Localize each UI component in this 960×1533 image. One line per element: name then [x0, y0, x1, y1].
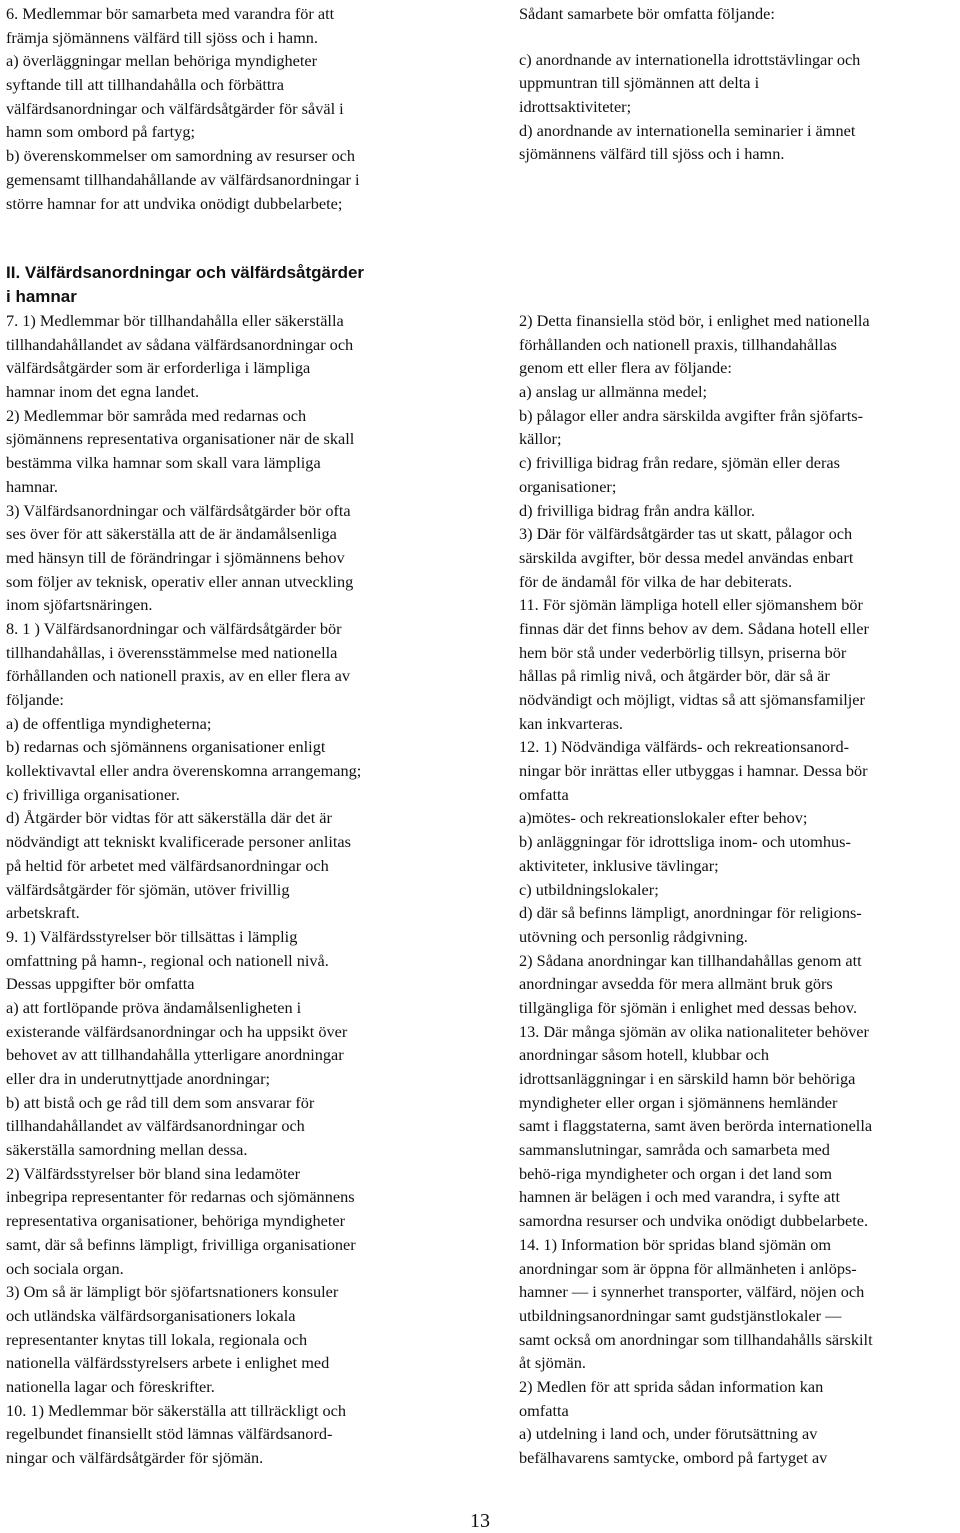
text-line: c) frivilliga bidrag från redare, sjömän eller deras	[519, 453, 840, 473]
text-line: befälhavarens samtycke, ombord på fartyget av	[519, 1448, 828, 1467]
text-line: välfärdsanordningar och välfärdsåtgärder för såväl i	[6, 98, 344, 118]
text-line: gemensamt tillhandahållande av välfärdsanordningar i	[6, 169, 360, 189]
text-line: sjömännens representativa organisationer när de skall	[6, 429, 355, 449]
text-line: b) överenskommelser om samordning av resurser och	[6, 146, 356, 166]
text-line: 3) Välfärdsanordningar och välfärdsåtgärder bör ofta	[6, 500, 351, 520]
text-line: organisationer;	[519, 476, 617, 496]
text-line: myndigheter eller organ i sjömännens hemländer	[519, 1092, 838, 1112]
text-line: inom sjöfartsnäringen.	[6, 595, 153, 615]
text-line: 12. 1) Nödvändiga välfärds- och rekreationsanord-	[519, 737, 850, 757]
text-line: 2) Medlen för att sprida sådan information kan	[519, 1376, 824, 1396]
text-line: genom ett eller flera av följande:	[519, 358, 732, 378]
text-line: Dessas uppgifter bör omfatta	[6, 974, 195, 994]
text-line: b) att bistå och ge råd till dem som ansvarar för	[6, 1092, 315, 1112]
text-line: representanter knytas till lokala, regionala och	[6, 1329, 308, 1349]
text-line: utövning och personlig rådgivning.	[519, 926, 748, 946]
top-right-text	[519, 2, 959, 166]
text-line: sjömännens välfärd till sjöss och i hamn.	[519, 144, 785, 164]
text-line: bestämma vilka hamnar som skall vara lämpliga	[6, 453, 321, 473]
text-line: behovet av att tillhandahålla ytterligare anordningar	[6, 1045, 344, 1065]
text-line: a) utdelning i land och, under förutsättning av	[519, 1424, 818, 1444]
text-line: samt i flaggstaterna, samt även berörda internationella	[519, 1116, 873, 1136]
text-line: 2) Välfärdsstyrelser bör bland sina ledamöter	[6, 1163, 301, 1183]
right-column-body	[519, 309, 959, 1470]
text-line: och sociala organ.	[6, 1258, 124, 1278]
text-line: idrottsanläggningar i en särskild hamn bör behöriga	[519, 1069, 856, 1088]
text-line: c) utbildningslokaler;	[519, 879, 659, 899]
text-line: representativa organisationer, behöriga myndigheter	[6, 1211, 346, 1231]
section-heading	[6, 261, 454, 308]
text-line: b) redarnas och sjömännens organisationer enligt	[6, 737, 326, 757]
text-line: d) där så befinns lämpligt, anordningar för religions-	[519, 903, 862, 923]
text-line: existerande välfärdsanordningar och ha uppsikt över	[6, 1021, 348, 1041]
text-line: 2) Medlemmar bör samråda med redarnas och	[6, 405, 307, 425]
text-line: a) de offentliga myndigheterna;	[6, 713, 212, 733]
text-line: hamnar.	[6, 476, 58, 496]
page-number: 13	[470, 1510, 490, 1532]
text-line: syftande till att tillhandahålla och förbättra	[6, 75, 285, 95]
text-line: åt sjömän.	[519, 1353, 586, 1373]
section-heading-line: i hamnar	[6, 286, 77, 306]
text-line: nationella välfärdsstyrelsers arbete i enlighet med	[6, 1353, 330, 1373]
text-line: b) anläggningar för idrottsliga inom- och utomhus-	[519, 832, 851, 852]
text-line: 2) Sådana anordningar kan tillhandahållas genom att	[519, 950, 862, 970]
text-line: eller dra in underutnyttjade anordningar;	[6, 1069, 271, 1088]
text-line: arbetskraft.	[6, 903, 80, 923]
text-line: b) pålagor eller andra särskilda avgifter från sjöfarts-	[519, 405, 864, 425]
text-line: 8. 1 ) Välfärdsanordningar och välfärdsåtgärder bör	[6, 618, 342, 638]
text-line: aktiviteter, inklusive tävlingar;	[519, 855, 719, 875]
text-line: ningar och välfärdsåtgärder för sjömän.	[6, 1448, 264, 1467]
text-line: 10. 1) Medlemmar bör säkerställa att tillräckligt och	[6, 1400, 346, 1420]
text-line: a) anslag ur allmänna medel;	[519, 382, 708, 402]
text-line: finnas där det finns behov av dem. Sådana hotell eller	[519, 618, 869, 638]
text-line: idrottsaktiviteter;	[519, 97, 632, 117]
text-line: anordningar som är öppna för allmänheten i anlöps-	[519, 1258, 857, 1278]
text-line: ses över för att säkerställa att de är ändamålsenliga	[6, 524, 337, 544]
text-line: c) anordnande av internationella idrottstävlingar och	[519, 49, 861, 69]
text-line: behö-riga myndigheter och organ i det land som	[519, 1163, 833, 1183]
text-line: anordningar såsom hotell, klubbar och	[519, 1045, 770, 1065]
text-line: hamner — i synnerhet transporter, välfärd, nöjen och	[519, 1282, 865, 1302]
text-line: samordna resurser och undvika onödigt dubbelarbete.	[519, 1211, 869, 1231]
text-line: nationella lagar och föreskrifter.	[6, 1376, 215, 1396]
text-line: hamnar inom det egna landet.	[6, 382, 200, 402]
text-line: på heltid för arbetet med välfärdsanordningar och	[6, 855, 329, 875]
text-line: 11. För sjömän lämpliga hotell eller sjömanshem bör	[519, 595, 863, 615]
text-line: anordningar avsedda för mera allmänt bruk görs	[519, 974, 833, 994]
text-line: 7. 1) Medlemmar bör tillhandahålla eller säkerställa	[6, 311, 344, 330]
text-line: samt, där så befinns lämpligt, frivilliga organisationer	[6, 1234, 356, 1254]
text-line: a)mötes- och rekreationslokaler efter behov;	[519, 808, 808, 828]
text-line: utbildningsanordningar samt gudstjänstlokaler —	[519, 1305, 842, 1325]
text-line: inbegripa representanter för redarnas och sjömännens	[6, 1187, 355, 1207]
text-line: kollektivavtal eller andra överenskomna arrangemang;	[6, 761, 362, 781]
text-line: omfattning på hamn-, regional och nationell nivå.	[6, 950, 329, 970]
left-column-body	[6, 309, 454, 1470]
text-line: hållas på rimlig nivå, och åtgärder bör, där så är	[519, 666, 830, 686]
text-line: ningar bör inrättas eller utbyggas i hamnar. Dessa bör	[519, 761, 868, 781]
text-line: d) anordnande av internationella seminarier i ämnet	[519, 120, 856, 140]
text-line: nödvändigt och möjligt, vidtas så att sjömansfamiljer	[519, 690, 865, 709]
text-line: 2) Detta finansiella stöd bör, i enlighet med nationella	[519, 311, 870, 330]
text-line: omfatta	[519, 784, 569, 804]
text-line: tillhandahållandet av välfärdsanordningar och	[6, 1116, 305, 1136]
text-line: 6. Medlemmar bör samarbeta med varandra för att	[6, 4, 335, 23]
text-line: förhållanden och nationell praxis, tillhandahållas	[519, 334, 837, 354]
text-line: samt också om anordningar som tillhandahålls särskilt	[519, 1329, 873, 1349]
text-line: omfatta	[519, 1400, 569, 1420]
text-line: 13. Där många sjömän av olika nationaliteter behöver	[519, 1021, 869, 1041]
text-line: hem bör stå under vederbörlig tillsyn, priserna bör	[519, 642, 847, 662]
text-line: 9. 1) Välfärdsstyrelser bör tillsättas i lämplig	[6, 926, 298, 946]
text-line: tillhandahållas, i överensstämmelse med nationella	[6, 642, 338, 662]
text-line: med hänsyn till de förändringar i sjömännens behov	[6, 547, 345, 567]
text-line: välfärdsåtgärder för sjömän, utöver frivillig	[6, 879, 290, 899]
text-line: tillhandahållandet av sådana välfärdsanordningar och	[6, 334, 354, 354]
text-line: större hamnar for att undvika onödigt dubbelarbete;	[6, 193, 343, 213]
text-line: förhållanden och nationell praxis, av en eller flera av	[6, 666, 351, 686]
text-line: 3) Om så är lämpligt bör sjöfartsnationers konsuler	[6, 1282, 339, 1302]
text-line: a) överläggningar mellan behöriga myndigheter	[6, 51, 318, 71]
text-line: nödvändigt att tekniskt kvalificerade personer anlitas	[6, 832, 351, 852]
text-line: sammanslutningar, samråda och samarbeta med	[519, 1140, 830, 1160]
text-line: och utländska välfärdsorganisationers lokala	[6, 1305, 296, 1325]
text-line: följande:	[6, 690, 64, 709]
text-line: a) att fortlöpande pröva ändamålsenligheten i	[6, 997, 302, 1017]
text-line: välfärdsåtgärder som är erforderliga i lämpliga	[6, 358, 311, 378]
text-line: främja sjömännens välfärd till sjöss och i hamn.	[6, 27, 318, 47]
section-heading-line: II. Välfärdsanordningar och välfärdsåtgärder	[6, 263, 365, 282]
text-line: källor;	[519, 429, 562, 449]
top-right-intro: Sådant samarbete bör omfatta följande:	[519, 4, 775, 23]
text-line: d) frivilliga bidrag från andra källor.	[519, 500, 755, 520]
text-line: hamnen är belägen i och med varandra, i syfte att	[519, 1187, 840, 1207]
text-line: hamn som ombord på fartyg;	[6, 122, 196, 142]
text-line: som följer av teknisk, operativ eller annan utveckling	[6, 571, 354, 591]
top-left-text	[6, 2, 454, 215]
text-line: säkerställa samordning mellan dessa.	[6, 1140, 248, 1160]
text-line: för de ändamål för vilka de har debiterats.	[519, 571, 793, 591]
text-line: särskilda avgifter, bör dessa medel användas enbart	[519, 547, 854, 567]
text-line: uppmuntran till sjömännen att delta i	[519, 73, 760, 93]
text-line: tillgängliga för sjömän i enlighet med dessas behov.	[519, 997, 858, 1017]
text-line: 14. 1) Information bör spridas bland sjömän om	[519, 1234, 832, 1254]
text-line: kan inkvarteras.	[519, 713, 623, 733]
text-line: c) frivilliga organisationer.	[6, 784, 180, 804]
text-line: 3) Där för välfärdsåtgärder tas ut skatt, pålagor och	[519, 524, 853, 544]
text-line: d) Åtgärder bör vidtas för att säkerställa där det är	[6, 808, 332, 828]
text-line: regelbundet finansiellt stöd lämnas välfärdsanord-	[6, 1424, 333, 1444]
